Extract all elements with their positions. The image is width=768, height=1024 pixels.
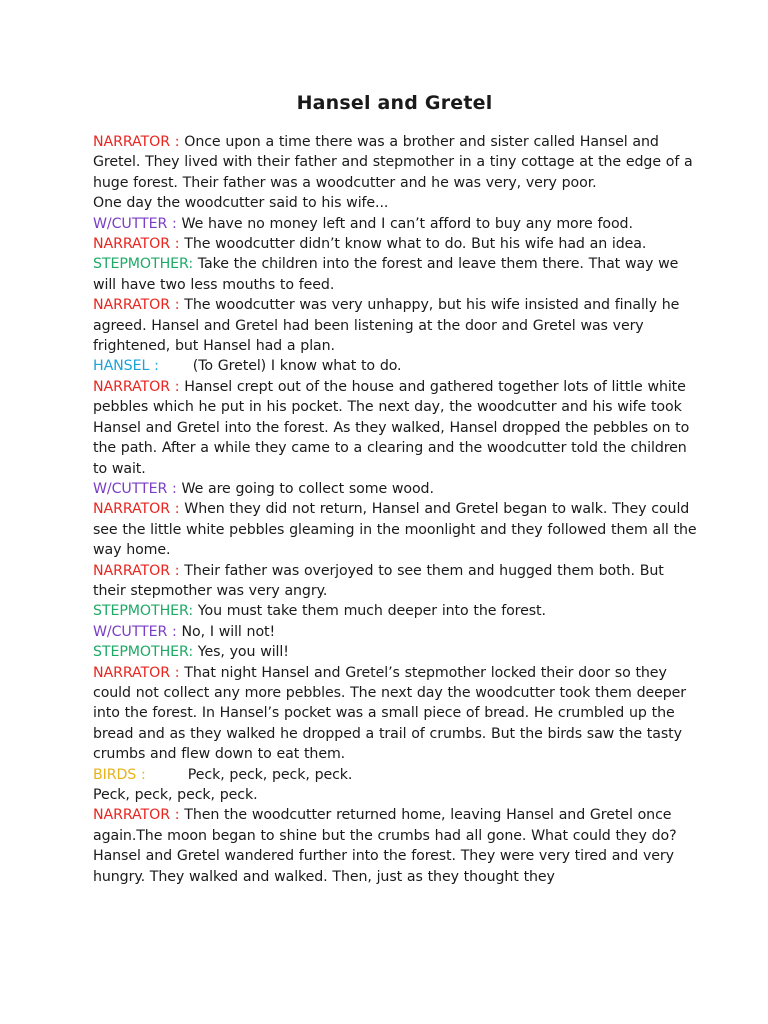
script-line <box>93 377 698 479</box>
speaker-stepmother: STEPMOTHER: <box>93 644 193 661</box>
line-text: Peck, peck, peck, peck. <box>183 766 353 783</box>
speaker-narrator: NARRATOR : <box>93 297 180 314</box>
line-text: Yes, you will! <box>193 644 289 661</box>
script-line <box>93 561 698 602</box>
line-text: Then the woodcutter returned home, leaving Hansel and Gretel once again.The moon began to shine but the crumbs had all gone. What could they do? Hansel and Gretel wandered further into the forest. They were very tired and very hungry. They walked and walked. Then, just as they thought they <box>93 807 677 885</box>
speaker-narrator: NARRATOR : <box>93 378 180 395</box>
line-text: (To Gretel) I know what to do. <box>188 358 402 375</box>
line-text: When they did not return, Hansel and Gretel began to walk. They could see the little white pebbles gleaming in the moonlight and they followed them all the way home. <box>93 501 697 559</box>
speaker-wcutter: W/CUTTER : <box>93 215 177 232</box>
line-text: That night Hansel and Gretel’s stepmother locked their door so they could not collect any more pebbles. The next day the woodcutter took them deeper into the forest. In Hansel’s pocket was a small piece of bread. He crumbled up the bread and as they walked he dropped a trail of crumbs. But the birds saw the tasty crumbs and flew down to eat them. <box>93 664 687 763</box>
line-text: You must take them much deeper into the forest. <box>193 603 546 620</box>
speaker-narrator: NARRATOR : <box>93 664 180 681</box>
page-title: Hansel and Gretel <box>296 92 493 114</box>
script-line <box>93 479 698 499</box>
line-text: Take the children into the forest and leave them there. That way we will have two less mouths to feed. <box>93 256 679 293</box>
line-text: Peck, peck, peck, peck. <box>93 787 258 803</box>
speaker-narrator: NARRATOR : <box>93 236 180 253</box>
script-line <box>93 499 698 560</box>
script-line <box>93 193 698 213</box>
line-text: No, I will not! <box>176 623 276 640</box>
script-line <box>93 234 698 254</box>
line-text: Hansel crept out of the house and gathered together lots of little white pebbles which he put in his pocket. The next day, the woodcutter and his wife took Hansel and Gretel into the forest. As they walked, Hansel dropped the pebbles on to the path. After a while they came to a clearing and the woodcutter told the children to wait. <box>93 378 690 477</box>
line-text: Once upon a time there was a brother and sister called Hansel and Gretel. They lived with their father and stepmother in a tiny cottage at the edge of a huge forest. Their father was a woodcutter and he was very, very poor. <box>93 134 693 191</box>
script-line <box>93 254 698 295</box>
line-text: We have no money left and I can’t afford to buy any more food. <box>176 215 633 232</box>
line-text: We are going to collect some wood. <box>176 480 434 497</box>
speaker-narrator: NARRATOR : <box>93 501 180 518</box>
line-text: One day the woodcutter said to his wife... <box>93 195 389 212</box>
line-text: The woodcutter was very unhappy, but his wife insisted and finally he agreed. Hansel and Gretel had been listening at the door and Gretel was very frightened, but Hansel had a plan. <box>93 297 680 355</box>
line-text: Their father was overjoyed to see them and hugged them both. But their stepmother was very angry. <box>93 562 664 599</box>
script-line <box>93 765 698 785</box>
speaker-narrator: NARRATOR : <box>93 562 180 579</box>
script-line <box>93 642 698 662</box>
speaker-wcutter: W/CUTTER : <box>93 623 177 640</box>
speaker-stepmother: STEPMOTHER: <box>93 256 193 273</box>
speaker-stepmother: STEPMOTHER: <box>93 603 193 620</box>
script-line <box>93 295 698 356</box>
script-line <box>93 356 698 376</box>
script-line <box>93 663 698 765</box>
script-line <box>93 214 698 234</box>
script-line <box>93 785 698 805</box>
script-line <box>93 622 698 642</box>
speaker-birds: BIRDS : <box>93 766 146 783</box>
script-body <box>93 132 698 887</box>
speaker-narrator: NARRATOR : <box>93 134 180 150</box>
speaker-hansel: HANSEL : <box>93 358 159 375</box>
script-line <box>93 601 698 621</box>
line-text: The woodcutter didn’t know what to do. But his wife had an idea. <box>179 236 647 253</box>
script-line <box>93 132 698 193</box>
speaker-narrator: NARRATOR : <box>93 807 180 824</box>
script-line <box>93 805 698 887</box>
speaker-wcutter: W/CUTTER : <box>93 480 177 497</box>
